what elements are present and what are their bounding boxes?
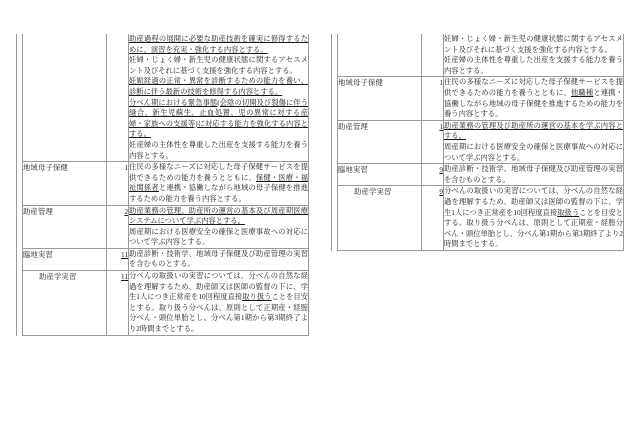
text-run: 周産期における医療安全の確保と医療事故への対応について学ぶ内容とする。 xyxy=(129,226,308,247)
table-row xyxy=(23,248,309,270)
subject-name-cell: 助産管理 xyxy=(23,205,107,248)
remark-paragraph xyxy=(444,121,623,142)
credit-units-cell xyxy=(422,120,444,163)
text-run: 分べんの取扱いの実習については、分べんの自然な経過を理解するため、助産師又は医師の監督の下に、学生1人につき正常産を10回程度直接 xyxy=(129,271,308,302)
revised-text-run: 妊娠経過の正常・異常を診断するための能力を養い、診断に伴う最新の技術を修得する内容とする。 xyxy=(129,76,308,96)
comparison-panel-right xyxy=(337,34,624,251)
subject-name-cell: 臨地実習 xyxy=(23,248,107,270)
text-run: 助産診断・技術学、地域母子保健及び助産管理の実習を含むものとする。 xyxy=(444,164,623,184)
subject-name-cell: 助産管理 xyxy=(338,120,422,163)
subject-name-cell: 臨地実習 xyxy=(338,164,422,186)
credit-units-cell: 1 xyxy=(107,162,129,205)
remark-paragraph xyxy=(129,76,308,97)
credit-units-value: 9 xyxy=(439,187,443,197)
revised-text-run: 分べん期における緊急事態(会陰の切開及び裂傷に伴う縫合、新生児蘇生、止血処置、児の異常に対する産婦・家族への支援等)に対応する能力を強化する内容とする。 xyxy=(129,97,308,139)
table-row xyxy=(338,77,624,120)
revised-text-run: 取扱う xyxy=(557,207,580,217)
text-run: と連携・協働しながら地域の母子保健を推進するための能力を養う内容とする。 xyxy=(129,183,309,203)
remarks-cell xyxy=(129,162,309,205)
table-row xyxy=(23,34,309,162)
remarks-cell xyxy=(444,186,624,251)
text-run: 住民の多様なニーズに対応した母子保健サービスを提供できるための能力を養うとともに、 xyxy=(444,77,623,97)
remark-paragraph xyxy=(444,142,623,163)
remarks-cell xyxy=(129,34,309,162)
credit-units-cell xyxy=(422,34,444,77)
text-run: 周産期における医療安全の確保と医療事故への対応について学ぶ内容とする。 xyxy=(444,141,623,162)
remark-paragraph xyxy=(129,206,308,227)
credit-units-value: 1 xyxy=(439,121,443,131)
remarks-cell xyxy=(444,164,624,186)
text-run: 妊産婦の主体性を尊重した出産を支援する能力を養う内容とする。 xyxy=(129,139,308,160)
table-row xyxy=(338,186,624,251)
subject-name-cell: 地域母子保健 xyxy=(338,77,422,120)
remarks-cell xyxy=(129,248,309,270)
credit-units-value: 11 xyxy=(120,272,128,282)
text-run: 妊産婦の主体性を尊重した出産を支援する能力を養う内容とする。 xyxy=(444,55,623,75)
remark-paragraph xyxy=(129,140,308,161)
text-run: 助産診断・技術学、地域母子保健及び助産管理の実習を含むものとする。 xyxy=(129,248,308,269)
curriculum-table-left xyxy=(22,34,309,336)
text-run: ことを目安とする。取り扱う分べんは、原則として正期産・経膣分べん・頭位単胎とし、分べん第1期から第3期終了より2時間までとする。 xyxy=(444,207,623,249)
table-row xyxy=(23,162,309,205)
revised-text-run: 助産過程の展開に必要な助産技術を確実に修得するために、演習を充実・強化する内容とする。 xyxy=(129,34,308,54)
credit-units-cell xyxy=(107,34,129,162)
table-row xyxy=(23,271,309,336)
table-row xyxy=(338,164,624,186)
remarks-cell xyxy=(129,271,309,336)
credit-units-cell xyxy=(422,186,444,251)
comparison-panel-left xyxy=(22,34,309,336)
revised-text-run: 取り扱う xyxy=(242,292,272,302)
credit-units-cell: 1 xyxy=(422,77,444,120)
remark-paragraph xyxy=(444,34,623,55)
credit-units-value: 11 xyxy=(120,249,128,259)
remarks-cell xyxy=(129,205,309,248)
table-row xyxy=(23,205,309,248)
subject-name-cell: 助産学実習 xyxy=(338,186,422,251)
curriculum-table-right xyxy=(337,34,624,251)
remark-paragraph xyxy=(444,164,623,185)
revised-text-run: 保健・医療・福祉関係者 xyxy=(129,172,309,193)
credit-units-value: 2 xyxy=(124,206,128,216)
table-row xyxy=(338,34,624,77)
revised-text-run: 助産業務の管理、助産所の運営の基本及び周産期医療システムについて学ぶ内容とする。 xyxy=(129,205,308,226)
credit-units-value: 9 xyxy=(439,165,443,175)
remark-paragraph xyxy=(444,55,623,76)
remark-paragraph xyxy=(129,34,308,55)
remark-paragraph xyxy=(129,271,308,335)
remark-paragraph xyxy=(129,55,308,76)
remark-paragraph xyxy=(129,162,308,204)
text-run: 妊婦・じょく婦・新生児の健康状態に関するアセスメント及びそれに基づく支援を強化する内容とする。 xyxy=(444,34,623,54)
remarks-cell xyxy=(444,34,624,77)
text-run: 分べんの取扱いの実習については、分べんの自然な経過を理解するため、助産師又は医師の監督の下に、学生1人につき正常産を10回程度直接 xyxy=(444,186,623,217)
credit-units-cell xyxy=(107,271,129,336)
revised-text-run: 他職種 xyxy=(570,87,594,97)
text-run: と連携・協働しながら地域の母子保健を推進するための能力を養う内容とする。 xyxy=(444,87,624,119)
remark-paragraph xyxy=(444,186,623,250)
remarks-cell xyxy=(444,120,624,163)
revised-text-run: 助産業務の管理及び助産所の運営の基本を学ぶ内容とする。 xyxy=(444,120,623,141)
credit-units-cell xyxy=(107,205,129,248)
remark-paragraph xyxy=(129,227,308,248)
subject-name-cell xyxy=(23,34,107,162)
text-run: 妊婦・じょく婦・新生児の健康状態に関するアセスメント及びそれに基づく支援を強化する内容とする。 xyxy=(129,55,308,75)
remark-paragraph xyxy=(129,249,308,270)
remark-paragraph xyxy=(129,98,308,140)
table-body-right xyxy=(338,34,624,250)
credit-units-cell xyxy=(107,248,129,270)
text-run: ことを目安とする。取り扱う分べんは、原則として正期産・経膣分べん・頭位単胎とし、分べん第1期から第3期終了より2時間までとする。 xyxy=(129,292,308,334)
table-row xyxy=(338,120,624,163)
table-body-left xyxy=(23,34,309,335)
subject-name-cell xyxy=(338,34,422,77)
subject-name-cell: 地域母子保健 xyxy=(23,162,107,205)
remark-paragraph xyxy=(444,77,623,119)
credit-units-cell xyxy=(422,164,444,186)
remarks-cell xyxy=(444,77,624,120)
subject-name-cell: 助産学実習 xyxy=(23,271,107,336)
text-run: 住民の多様なニーズに対応した母子保健サービスを提供できるための能力を養うとともに、 xyxy=(129,162,308,182)
